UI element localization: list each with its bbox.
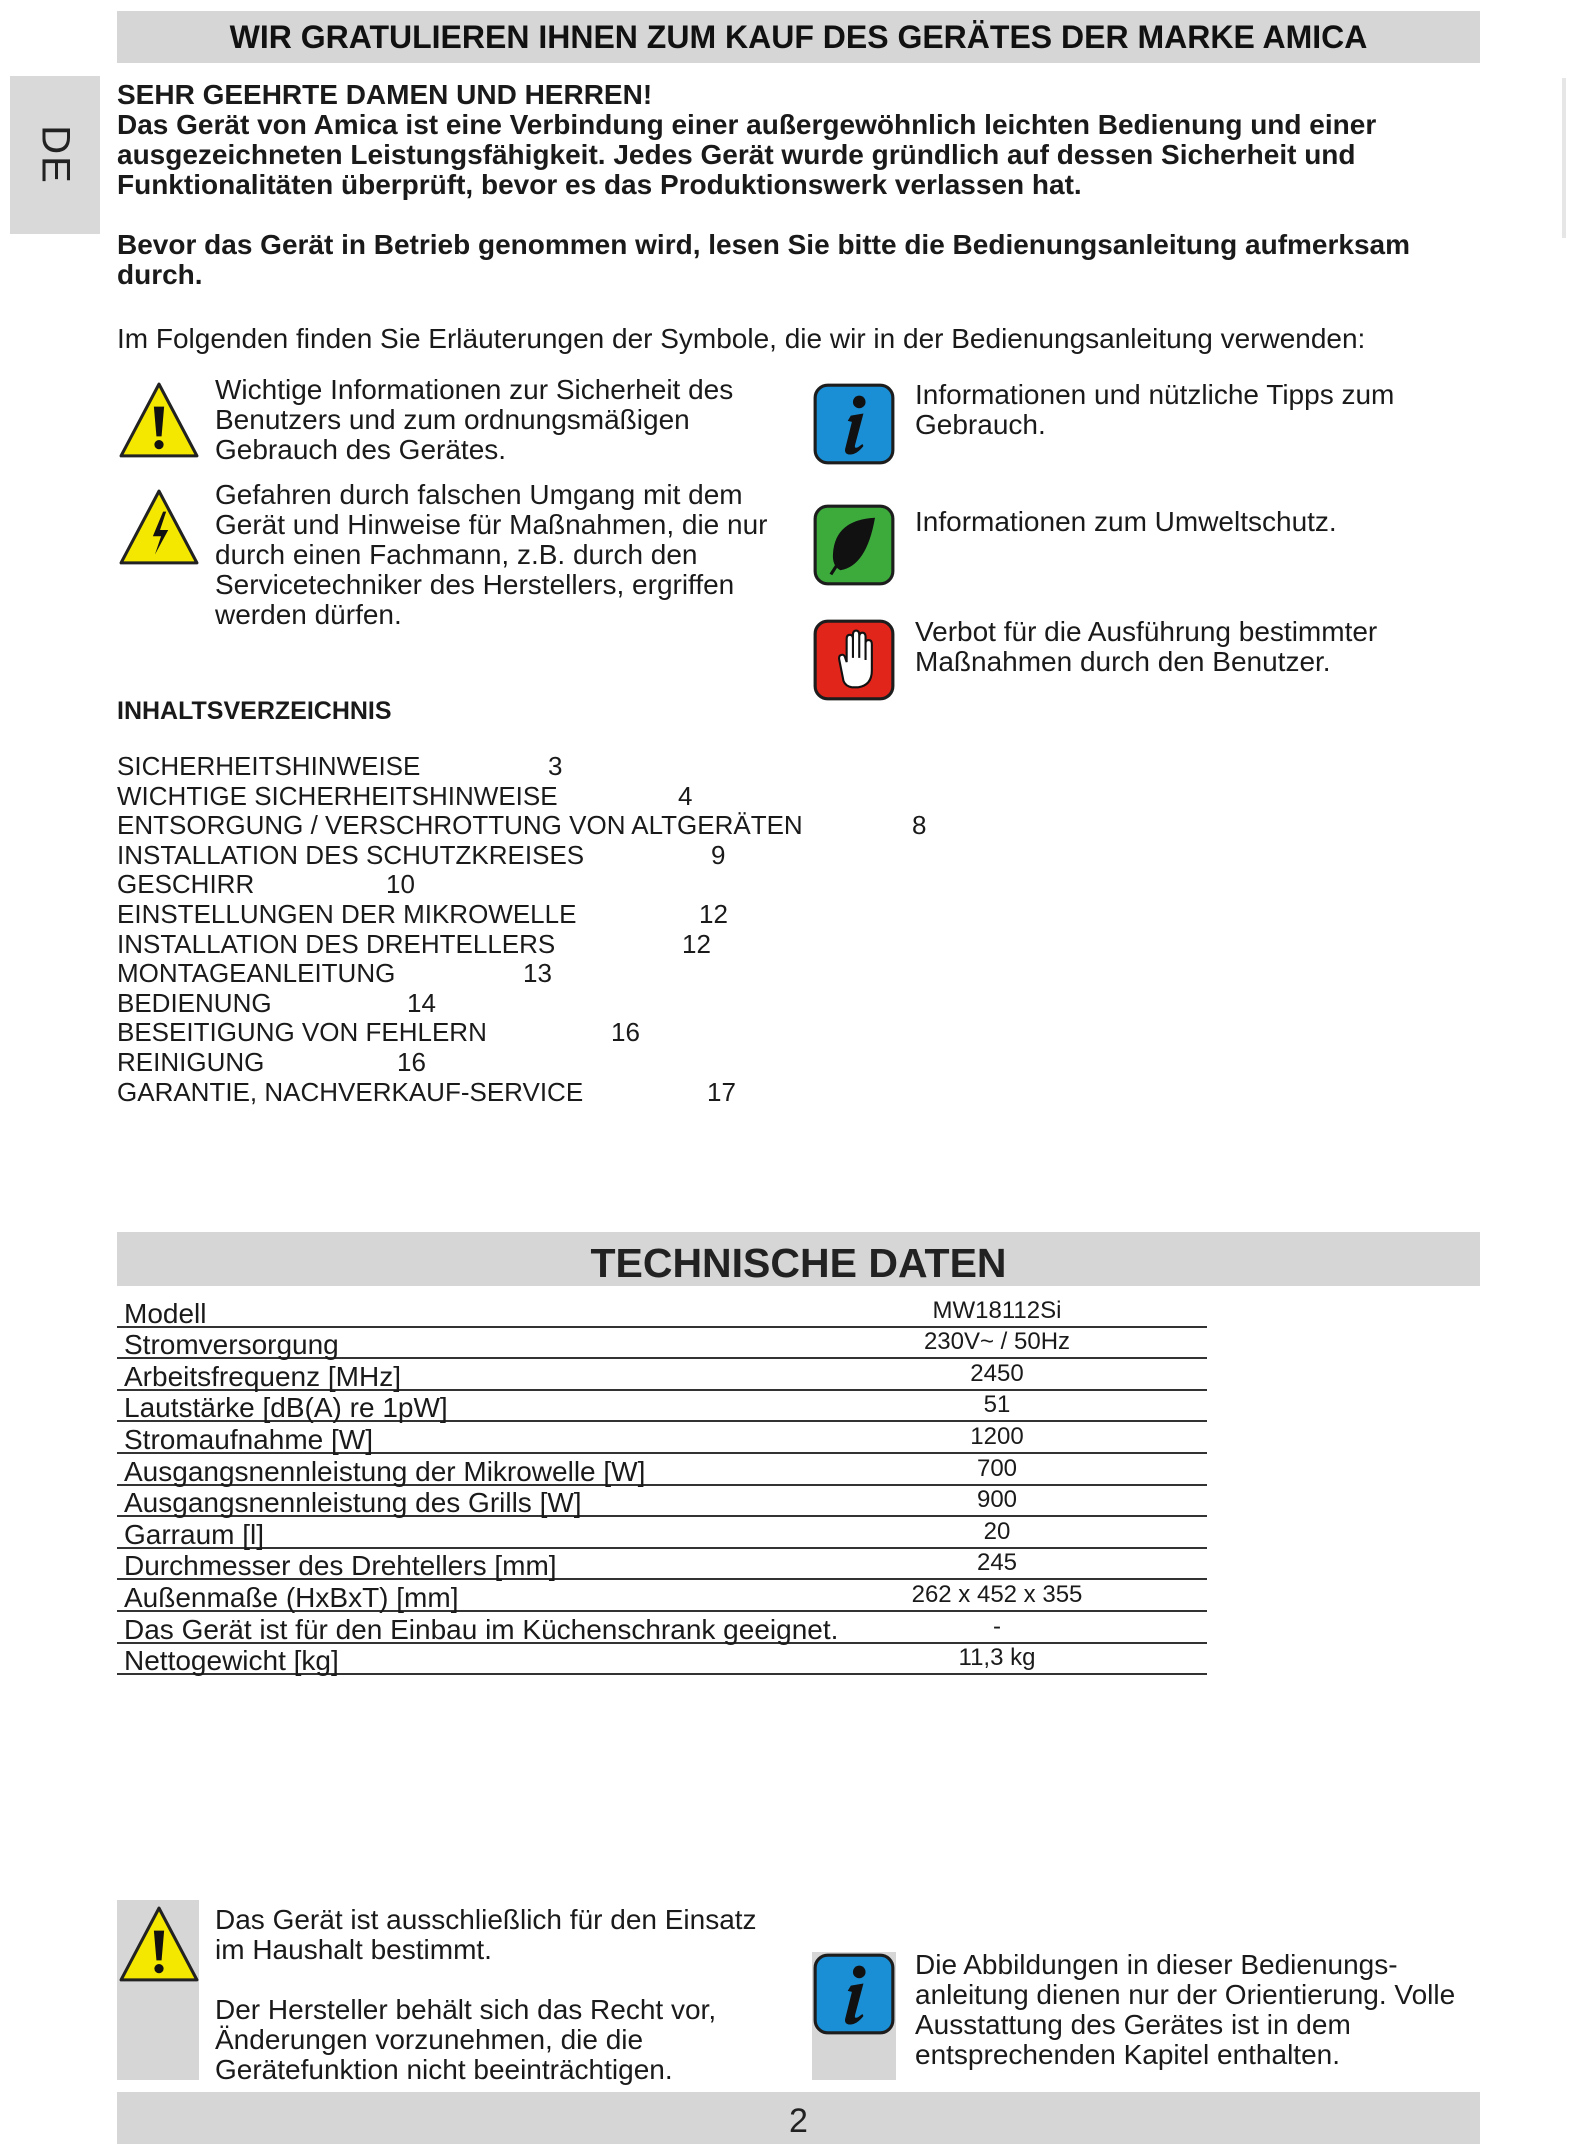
toc-entry-page: 14 bbox=[407, 987, 436, 1018]
warning-icon bbox=[118, 1904, 200, 1986]
spec-row bbox=[117, 1644, 1207, 1676]
spec-row bbox=[117, 1296, 1207, 1328]
page-number: 2 bbox=[117, 2092, 1480, 2144]
toc-entry-label: INSTALLATION DES SCHUTZKREISES bbox=[117, 839, 585, 870]
toc-entry-label: REINIGUNG bbox=[117, 1046, 265, 1077]
toc-entry-label: EINSTELLUNGEN DER MIKROWELLE bbox=[117, 898, 577, 929]
spec-row bbox=[117, 1359, 1207, 1391]
tech-data-title: TECHNISCHE DATEN bbox=[117, 1232, 1480, 1286]
high-voltage-icon bbox=[118, 487, 200, 569]
spec-label: Stromaufnahme [W] bbox=[124, 1423, 373, 1455]
spec-value: 262 x 452 x 355 bbox=[911, 1580, 1083, 1608]
spec-row bbox=[117, 1517, 1207, 1549]
intro-section bbox=[117, 80, 1477, 290]
note-household-only: Das Gerät ist ausschließlich für den Einsatz im Haushalt bestimmt. bbox=[215, 1904, 757, 1965]
page-edge-line bbox=[1562, 78, 1566, 238]
toc-entry-page: 16 bbox=[611, 1017, 640, 1048]
spec-value: MW18112Si bbox=[932, 1296, 1062, 1324]
toc-entry-label: BEDIENUNG bbox=[117, 987, 272, 1018]
toc-entry-label: MONTAGEANLEITUNG bbox=[117, 958, 396, 989]
info-icon bbox=[812, 1952, 896, 2036]
spec-row bbox=[117, 1328, 1207, 1360]
toc-entry-page: 17 bbox=[707, 1076, 736, 1107]
spec-value: 2450 bbox=[970, 1359, 1024, 1387]
spec-row bbox=[117, 1391, 1207, 1423]
greeting: SEHR GEEHRTE DAMEN UND HERREN! bbox=[117, 79, 653, 110]
toc-entry-page: 16 bbox=[397, 1046, 426, 1077]
language-tab bbox=[10, 76, 100, 234]
toc-entry-page: 12 bbox=[699, 898, 728, 929]
info-description: Informationen und nützliche Tipps zum Gebrauch. bbox=[915, 379, 1395, 440]
eco-description: Informationen zum Umweltschutz. bbox=[915, 506, 1337, 537]
spec-row bbox=[117, 1580, 1207, 1612]
spec-value: 900 bbox=[976, 1486, 1018, 1514]
spec-row bbox=[117, 1612, 1207, 1644]
spec-value: 11,3 kg bbox=[958, 1644, 1036, 1672]
spec-label: Garraum [l] bbox=[124, 1518, 265, 1550]
spec-value: 1200 bbox=[970, 1422, 1024, 1450]
toc-entry-page: 13 bbox=[523, 958, 552, 989]
spec-label: Das Gerät ist für den Einbau im Küchenschrank geeignet. bbox=[124, 1613, 839, 1645]
spec-row bbox=[117, 1549, 1207, 1581]
intro-paragraph-2: Bevor das Gerät in Betrieb genommen wird, lesen Sie bitte die Bedienungsanleitung aufmerksam durch. bbox=[117, 229, 1410, 290]
toc-entry-label: SICHERHEITSHINWEISE bbox=[117, 751, 421, 781]
spec-label: Nettogewicht [kg] bbox=[124, 1645, 339, 1677]
spec-value: 51 bbox=[983, 1391, 1011, 1419]
spec-label: Modell bbox=[124, 1297, 207, 1329]
spec-row bbox=[117, 1454, 1207, 1486]
spec-row bbox=[117, 1422, 1207, 1454]
symbols-intro: Im Folgenden finden Sie Erläuterungen der Symbole, die wir in der Bedienungsanleitung verwenden: bbox=[117, 323, 1366, 354]
spec-label: Außenmaße (HxBxT) [mm] bbox=[124, 1581, 459, 1613]
toc-entry-label: GARANTIE, NACHVERKAUF-SERVICE bbox=[117, 1076, 584, 1107]
prohibition-description: Verbot für die Ausführung bestimmter Maßnahmen durch den Benutzer. bbox=[915, 616, 1378, 677]
spec-table bbox=[117, 1296, 1207, 1675]
toc-entry-label: INSTALLATION DES DREHTELLERS bbox=[117, 928, 556, 959]
stop-hand-icon bbox=[812, 618, 896, 702]
spec-label: Ausgangsnennleistung des Grills [W] bbox=[124, 1487, 582, 1519]
toc-entry-page: 8 bbox=[912, 810, 927, 841]
spec-label: Lautstärke [dB(A) re 1pW] bbox=[124, 1392, 448, 1424]
spec-label: Durchmesser des Drehtellers [mm] bbox=[124, 1550, 557, 1582]
spec-row bbox=[117, 1486, 1207, 1518]
danger-description: Gefahren durch falschen Umgang mit dem Gerät und Hinweise für Maßnahmen, die nur durch einen Fachmann, z.B. durch den Servicetechniker des Herstellers, ergriffen werden dürfen. bbox=[215, 479, 768, 630]
toc-title: INHALTSVERZEICHNIS bbox=[117, 697, 392, 725]
intro-paragraph-1: Das Gerät von Amica ist eine Verbindung einer außergewöhnlich leichten Bedienung und einer ausgezeichneten Leistungsfähigkeit. Jedes Gerät wurde gründlich auf dessen Sicherheit und Funktionalitäten überprüft, bevor es das Produktionswerk verlassen hat. bbox=[117, 109, 1377, 200]
info-icon bbox=[812, 382, 896, 466]
spec-value: 245 bbox=[976, 1549, 1018, 1577]
spec-value: 700 bbox=[976, 1454, 1018, 1482]
header-title: WIR GRATULIEREN IHNEN ZUM KAUF DES GERÄTES DER MARKE AMICA bbox=[117, 11, 1480, 63]
toc-entry-label: WICHTIGE SICHERHEITSHINWEISE bbox=[117, 780, 558, 811]
toc-entry-page: 10 bbox=[386, 869, 415, 900]
note-left bbox=[215, 1905, 775, 2085]
toc-entry-page: 9 bbox=[711, 839, 726, 870]
spec-label: Arbeitsfrequenz [MHz] bbox=[124, 1360, 401, 1392]
toc-entry-label: BESEITIGUNG VON FEHLERN bbox=[117, 1017, 487, 1048]
toc-entry-label: GESCHIRR bbox=[117, 869, 255, 900]
spec-label: Stromversorgung bbox=[124, 1329, 339, 1361]
toc-entry-page: 3 bbox=[548, 751, 563, 781]
warning-description: Wichtige Informationen zur Sicherheit des Benutzers und zum ordnungsmäßigen Gebrauch des Gerätes. bbox=[215, 374, 734, 465]
spec-value: 230V~ / 50Hz bbox=[923, 1328, 1071, 1356]
language-label: DE bbox=[33, 125, 78, 185]
note-illustrations: Die Abbildungen in dieser Bedienungs-anleitung dienen nur der Orientierung. Volle Ausstattung des Gerätes ist in dem entsprechenden Kapitel enthalten. bbox=[915, 1949, 1456, 2070]
spec-value: 20 bbox=[983, 1517, 1011, 1545]
toc-entry-page: 12 bbox=[682, 928, 711, 959]
leaf-icon bbox=[812, 503, 896, 587]
spec-label: Ausgangsnennleistung der Mikrowelle [W] bbox=[124, 1455, 646, 1487]
warning-icon bbox=[118, 380, 200, 462]
note-manufacturer-rights: Der Hersteller behält sich das Recht vor, Änderungen vorzunehmen, die die Gerätefunktion nicht beeinträchtigen. bbox=[215, 1994, 717, 2085]
toc-entry-label: ENTSORGUNG / VERSCHROTTUNG VON ALTGERÄTEN bbox=[117, 810, 803, 841]
toc-entry-page: 4 bbox=[678, 780, 693, 811]
spec-value: - bbox=[993, 1612, 1001, 1640]
